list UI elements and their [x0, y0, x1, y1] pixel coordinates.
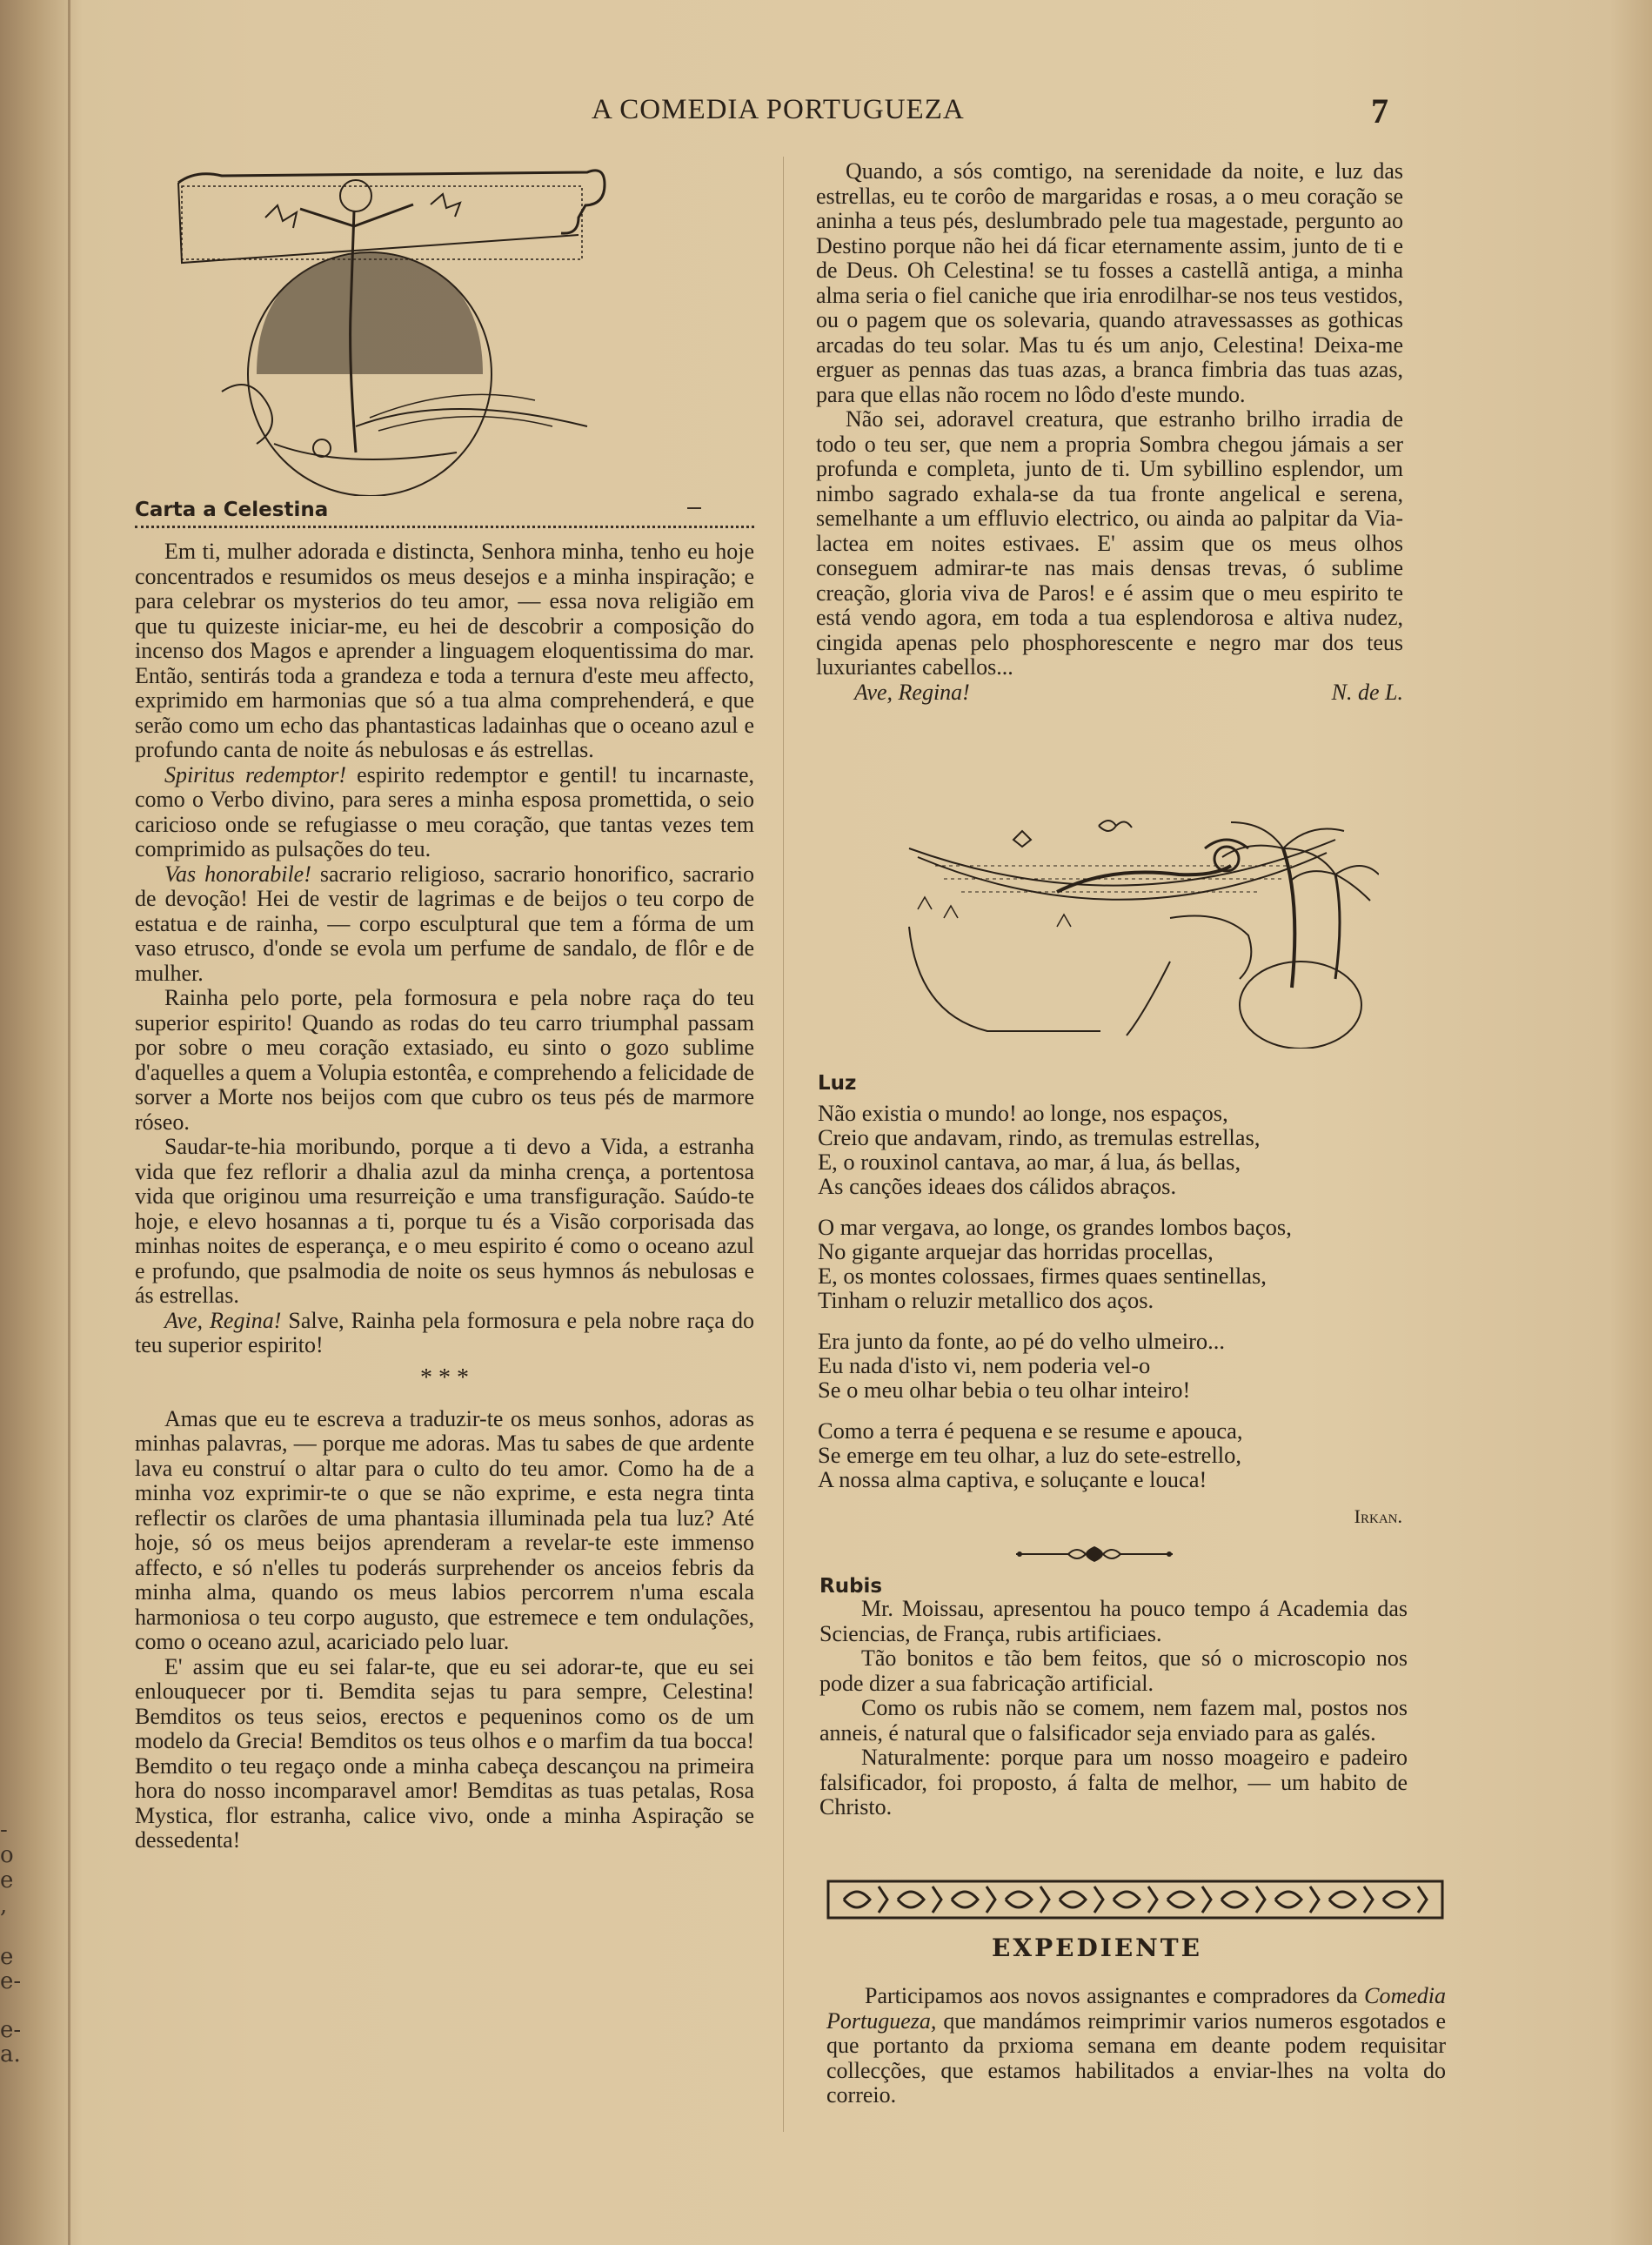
paragraph	[135, 1655, 754, 1853]
title-dash	[687, 507, 701, 509]
paragraph-text: Saudar-te-hia moribundo, porque a ti devo a Vida, a estranha vida que fez reflorir a dhalia azul da minha crença, a portentosa vida que originou uma resurreição e uma transfiguração. Saúdo-te hoje, e elevo hosannas a ti, porque tu és a Visão corporisada das minhas noites de esperança, e o meu espirito é como o oceano azul e profundo, que psalmodia de noite os seus hymnos ás nebulosas e ás estrellas.	[135, 1134, 754, 1308]
paragraph: Como os rubis não se comem, nem fazem mal, postos nos anneis, é natural que o falsificador seja enviado para as galés.	[819, 1695, 1408, 1746]
poem-author: Irkan.	[1354, 1505, 1402, 1527]
paragraph	[135, 1135, 754, 1309]
asterism: * * *	[420, 1364, 469, 1391]
paragraph	[816, 407, 1403, 680]
rubis-body	[819, 1597, 1408, 1820]
poem-line: A nossa alma captiva, e soluçante e louca!	[818, 1466, 1207, 1492]
column-rule	[783, 157, 784, 2132]
paragraph-text: Rainha pelo porte, pela formosura e pela nobre raça do teu superior espirito! Quando as rodas do teu carro triumphal passam por sobre o meu coração extasiado, eu sinto o gozo sublime d'aquelles a quem a Volupia estontêa, e comprehendo a felicidade de sorver a Morte nos beijos com que cubro os teus pés de marmore róseo.	[135, 985, 754, 1135]
paragraph	[135, 862, 754, 987]
paragraph: Naturalmente: porque para um nosso moageiro e padeiro falsificador, foi proposto, á falta de melhor, — um habito de Christo.	[819, 1745, 1408, 1819]
paragraph-text: Em ti, mulher adorada e distincta, Senhora minha, tenho eu hoje concentrados e resumidos os meus desejos e a minha inspiração; e para celebrar os mysterios do teu amor, — essa nova religião em que tu quizeste iniciar-me, eu hei de descobrir a composição do incenso dos Magos e aprender a linguagem eloquentissima do mar. Então, sentirás toda a grandeza e toda a ternura d'este meu affecto, exprimido em harmonias que só a tua alma comprehenderá, e que serão como um echo das phantasticas ladainhas que o oceano azul e profundo canta de noite ás nebulosas e ás estrellas.	[135, 539, 754, 762]
band-motif	[1329, 1886, 1373, 1913]
paragraph	[135, 986, 754, 1135]
expediente-title: EXPEDIENTE	[992, 1933, 1202, 1962]
band-motif	[1006, 1886, 1049, 1913]
left-column	[135, 539, 754, 1853]
poem-line: Se emerge em teu olhar, a luz do sete-estrello,	[818, 1442, 1242, 1468]
italic-invocation: Spiritus redemptor!	[164, 761, 347, 787]
closing-invocation: Ave, Regina!	[854, 679, 970, 705]
paragraph-text: Quando, a sós comtigo, na serenidade da noite, e luz das estrellas, eu te corôo de margaridas e rosas, a o meu coração se aninha a teus pés, deslumbrado pele tua magestade, pergunto ao Destino porque não hei dá ficar eternamente assim, junto de ti e de Deus. Oh Celestina! se tu fosses a castellã antiga, a minha alma seria o fiel caniche que iria enrodilhar-se nos teus vestidos, ou o pagem que os solevaria, quando atravessasses as gothicas arcadas do teu solar. Mas tu és um anjo, Celestina! Deixa-me erguer as pennas das tuas azas, a branca fimbria das tuas azas, para que ellas não rocem no lôdo d'este mundo.	[816, 158, 1403, 407]
band-motif	[952, 1886, 995, 1913]
band-motif	[898, 1886, 941, 1913]
paragraph	[816, 159, 1403, 407]
band-motif	[1221, 1886, 1265, 1913]
running-title: A COMEDIA PORTUGUEZA	[592, 94, 965, 125]
italic-invocation: Vas honorabile!	[164, 861, 311, 887]
paragraph	[135, 539, 754, 763]
paragraph-text: espirito redemptor e gentil! tu incarnaste, como o Verbo divino, para seres a minha esposa promettida, o seio caricioso onde se refugiasse o meu coração, que tantas vezes tem comprimido as pulsações do teu.	[135, 761, 754, 861]
poem-line: Como a terra é pequena e se resume e apouca,	[818, 1417, 1243, 1444]
page-number: 7	[1371, 91, 1388, 131]
poem-stanza	[818, 1329, 1409, 1402]
gutter-fragment: e-	[0, 1968, 22, 1994]
poem-stanza	[818, 1101, 1409, 1198]
band-motif	[1275, 1886, 1319, 1913]
poem-line: Eu nada d'isto vi, nem poderia vel-o	[818, 1352, 1151, 1378]
poem-line: Não existia o mundo! ao longe, nos espaços,	[818, 1100, 1228, 1126]
expediente-text: que mandámos reimprimir varios numeros esgotados e que portanto da prxioma semana em deante podem requisitar collecções, que estamos habilitados a enviar-lhes na volta do correio.	[826, 2007, 1446, 2108]
ornament-divider	[1007, 1543, 1181, 1565]
poem-line: Era junto da fonte, ao pé do velho ulmeiro...	[818, 1328, 1226, 1354]
right-column	[816, 159, 1403, 705]
paragraph: Tão bonitos e tão bem feitos, que só o microscopio nos pode dizer a sua fabricação artificial.	[819, 1645, 1408, 1696]
publication-name: Comedia Portugueza,	[826, 1983, 1446, 2034]
paragraph	[135, 1407, 754, 1655]
paragraph-text: sacrario religioso, sacrario honorifico, sacrario de devoção! Hei de vestir de lagrimas e de beijos o teu corpo de estatua e de rainha, — corpo esculptural que tem a fórma de um vaso etrusco, d'onde se evola um perfume de sandalo, de flôr e de mulher.	[135, 861, 754, 986]
paragraph	[135, 1309, 754, 1358]
band-motif	[844, 1886, 887, 1913]
poem-line: Tinham o reluzir metallico dos aços.	[818, 1287, 1154, 1313]
hammock-illustration	[883, 814, 1379, 1049]
article-title: Carta a Celestina	[135, 499, 329, 521]
gutter-fragment: e	[0, 1867, 14, 1893]
band-motif	[1383, 1886, 1427, 1913]
expediente-body	[826, 1984, 1446, 2108]
band-motif	[1167, 1886, 1211, 1913]
gutter-fragment: o	[0, 1842, 14, 1868]
author-initials: N. de L.	[1331, 679, 1403, 705]
paragraph	[135, 763, 754, 862]
poem-line: E, o rouxinol cantava, ao mar, á lua, ás bellas,	[818, 1149, 1241, 1175]
gutter-fragment: -	[0, 1817, 8, 1843]
paragraph-text: E' assim que eu sei falar-te, que eu sei adorar-te, que eu sei enlouquecer por ti. Bemdita sejas tu para sempre, Celestina! Bemditos os teus seios, erectos e pequeninos como os de um modelo da Grecia! Bemditos os teus olhos e o marfim da tua bocca! Bemdito o teu regaço onde a minha cabeça descançou na primeira hora do nosso incomparavel amor! Bemditas as tuas petalas, Rosa Mystica, flor estranha, calice vivo, onde a minha Aspiração se dessedenta!	[135, 1653, 754, 1853]
poem-line: As canções ideaes dos cálidos abraços.	[818, 1173, 1177, 1199]
poem-stanza	[818, 1418, 1409, 1491]
gutter-fragment: e-	[0, 2017, 22, 2043]
paragraph-text: Amas que eu te escreva a traduzir-te os meus sonhos, adoras as minhas palavras, — porque me adoras. Mas tu sabes de que ardente lava eu construí o altar para o culto do teu amor. Como ha de a minha voz exprimir-te o que se não exprime, e esta negra tinta reflectir os clarões de uma phantasia illuminada pela tua luz? Até hoje, só os meus beijos aprenderam a revelar-te este immenso affecto, e só n'elles tu poderás surprehender os anceios febris da minha alma, quando os meus labios percorrem n'uma escala harmoniosa o teu corpo augusto, que estremece e tem ondulações, como o oceano azul, acariciado pelo luar.	[135, 1405, 754, 1654]
decorated-initial-illustration	[170, 165, 709, 496]
poem-title: Luz	[818, 1072, 857, 1095]
poem-line: O mar vergava, ao longe, os grandes lombos baços,	[818, 1214, 1292, 1240]
decorative-band	[826, 1878, 1444, 1921]
poem-line: E, os montes colossaes, firmes quaes sentinellas,	[818, 1263, 1267, 1289]
poem-line: Creio que andavam, rindo, as tremulas estrellas,	[818, 1124, 1261, 1150]
article-title-rubis: Rubis	[819, 1575, 883, 1598]
poem-line: Se o meu olhar bebia o teu olhar inteiro!	[818, 1377, 1191, 1403]
signature-line	[816, 680, 1403, 706]
paragraph: Mr. Moissau, apresentou ha pouco tempo á Academia das Sciencias, de França, rubis artificiaes.	[819, 1596, 1408, 1646]
gutter-fragment: ,	[0, 1893, 8, 1919]
poem-stanza	[818, 1215, 1409, 1312]
italic-invocation: Ave, Regina!	[164, 1307, 282, 1333]
band-motif	[1114, 1886, 1157, 1913]
poem-body	[818, 1101, 1409, 1529]
expediente-text: Participamos aos novos assignantes e compradores da	[865, 1983, 1365, 2008]
band-motif	[1060, 1886, 1103, 1913]
dotted-rule	[135, 526, 754, 532]
paragraph-text: Salve, Rainha pela formosura e pela nobre raça do teu superior espirito!	[135, 1307, 754, 1357]
gutter-fragment: a.	[0, 2041, 21, 2067]
paragraph-text: Não sei, adoravel creatura, que estranho brilho irradia de todo o teu ser, que nem a propria Sombra chegou jámais a ser profunda e completa, junto de ti. Um sybillino esplendor, um nimbo sagrado exhala-se da tua fronte angelical e serena, semelhante a um effluvio electrico, ou ainda ao palpitar da Via-lactea em noites estivaes. E' assim que os meus olhos conseguem admirar-te nas mais densas trevas, ó sublime creação, gloria viva de Paros! e é assim que o meu espirito te está vendo agora, em toda a tua esplendorosa e altiva nudez, cingida apenas pelo phosphorescente e negro mar dos teus luxuriantes cabellos...	[816, 406, 1403, 680]
poem-line: No gigante arquejar das horridas procellas,	[818, 1238, 1214, 1264]
gutter-fragment: e	[0, 1944, 14, 1970]
